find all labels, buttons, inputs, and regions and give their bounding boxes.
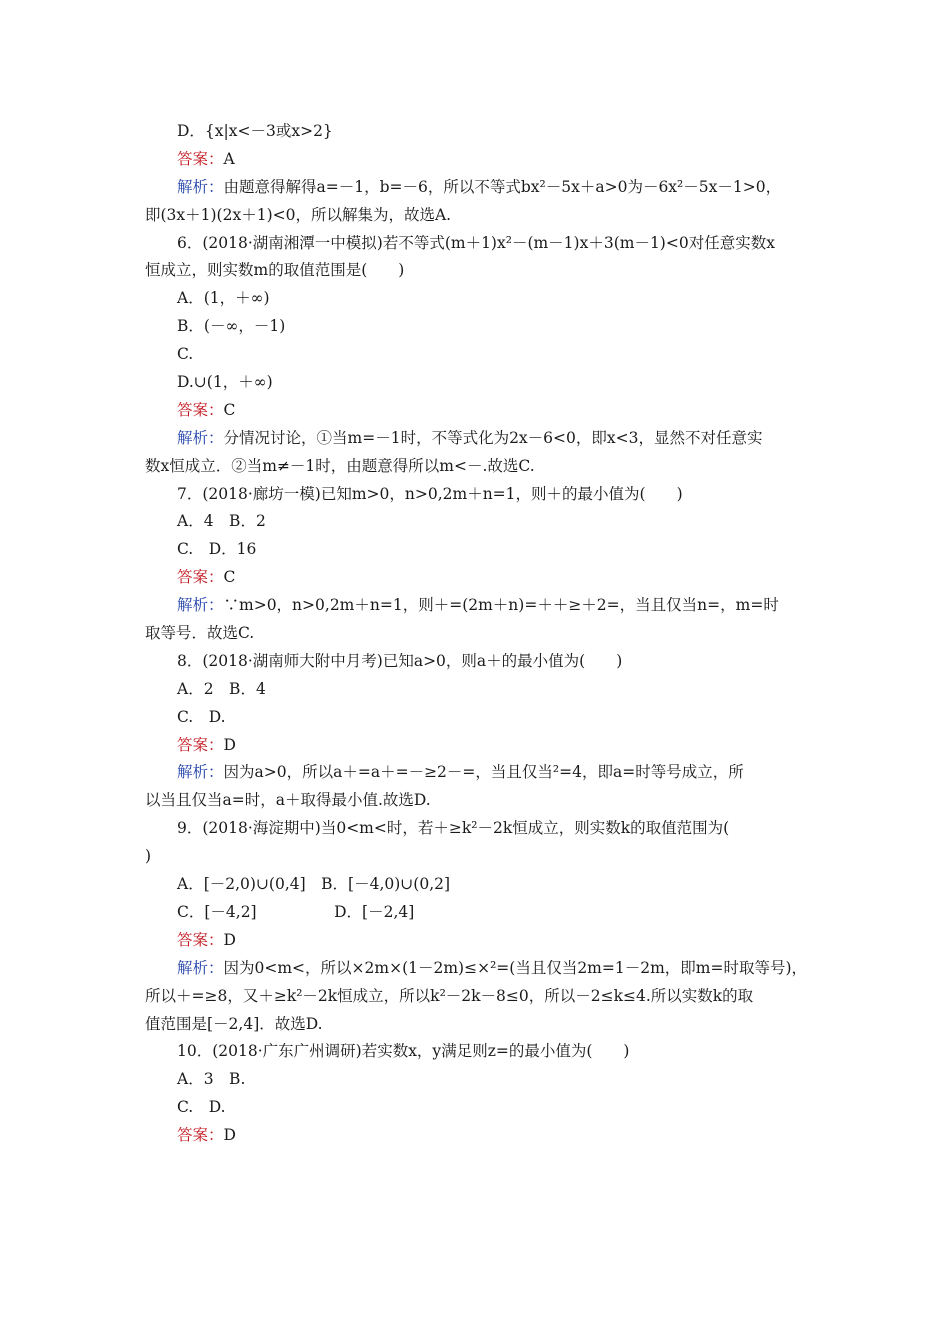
text-line [145,1038,825,1066]
explanation-label: 解析： [177,428,224,447]
line-text: D [223,930,236,949]
text-line [145,648,825,676]
line-text: A．[－2,0)∪(0,4] B．[－4,0)∪(0,2] [177,875,451,894]
line-text: C. D. [177,1098,226,1117]
line-text: C．[－4,2] D．[－2,4] [177,902,415,921]
line-text: 即(3x＋1)(2x＋1)<0，所以解集为，故选A. [145,205,452,224]
text-line [145,257,825,285]
text-line [145,983,825,1011]
text-line [145,927,825,955]
text-line [145,1011,825,1039]
text-line [145,230,825,258]
line-text: 数x恒成立．②当m≠－1时，由题意得所以m<－.故选C. [145,456,535,475]
line-text: C. [177,345,194,364]
text-line [145,759,825,787]
line-text: 因为0<m<，所以×2m×(1－2m)≤×²=(当且仅当2m=1－2m，即m=时取等号)， [223,958,808,977]
line-text: A．4 B．2 [177,512,266,531]
line-text: C. D. [177,707,226,726]
text-line [145,732,825,760]
text-line [145,676,825,704]
line-text: D [223,735,236,754]
text-line [145,871,825,899]
line-text: C [223,400,236,419]
line-text: D．{x|x<－3或x>2} [177,122,333,140]
text-line [145,118,825,146]
answer-label: 答案： [177,149,224,168]
explanation-label: 解析： [177,958,224,977]
line-text: ∵m>0，n>0,2m＋n=1，则＋=(2m＋n)=＋＋≥＋2=，当且仅当n=，m=时 [223,596,779,615]
line-text: B．(－∞，－1) [177,317,286,336]
line-text: 8．(2018·湖南师大附中月考)已知a>0，则a＋的最小值为( ) [177,651,623,670]
line-text: 恒成立，则实数m的取值范围是( ) [145,261,405,280]
line-text: ) [145,847,152,866]
text-line [145,369,825,397]
text-line [145,285,825,313]
text-line [145,481,825,509]
line-text: A [223,149,235,168]
text-line [145,508,825,536]
line-text: 6．(2018·湖南湘潭一中模拟)若不等式(m＋1)x²－(m－1)x＋3(m－1)<0对任意实数x [177,233,775,252]
text-line [145,536,825,564]
line-text: 因为a>0，所以a＋=a＋=－≥2－=，当且仅当²=4，即a=时等号成立，所 [223,763,744,782]
text-line [145,1094,825,1122]
line-text: 以当且仅当a=时，a＋取得最小值.故选D. [145,791,431,810]
line-text: 9．(2018·海淀期中)当0<m<时，若＋≥k²－2k恒成立，则实数k的取值范围为( [177,819,730,838]
explanation-label: 解析： [177,763,224,782]
line-text: A．(1，＋∞) [177,289,270,308]
line-text: 由题意得解得a=－1，b=－6，所以不等式bx²－5x＋a>0为－6x²－5x－1>0， [223,177,782,196]
text-line [145,341,825,369]
text-line [145,397,825,425]
answer-label: 答案： [177,400,224,419]
text-line [145,955,825,983]
line-text: D [223,1126,236,1145]
line-text: 10．(2018·广东广州调研)若实数x，y满足则z=的最小值为( ) [177,1042,630,1061]
line-text: C. D．16 [177,540,257,559]
text-line [145,1066,825,1094]
line-text: 值范围是[－2,4]．故选D. [145,1014,323,1033]
line-text: 分情况讨论，①当m=－1时，不等式化为2x－6<0，即x<3，显然不对任意实 [223,428,763,447]
document-body [145,118,825,1150]
line-text: A．2 B．4 [177,679,266,698]
text-line [145,313,825,341]
text-line [145,1122,825,1150]
text-line [145,564,825,592]
text-line [145,453,825,481]
explanation-label: 解析： [177,596,224,615]
text-line [145,815,825,843]
line-text: 7．(2018·廊坊一模)已知m>0，n>0,2m＋n=1，则＋的最小值为( ) [177,484,683,503]
answer-label: 答案： [177,735,224,754]
text-line [145,425,825,453]
answer-label: 答案： [177,568,224,587]
text-line [145,146,825,174]
text-line [145,202,825,230]
line-text: D.∪(1，＋∞) [177,373,273,392]
line-text: 取等号．故选C. [145,624,255,643]
answer-label: 答案： [177,930,224,949]
line-text: C [223,568,236,587]
text-line [145,174,825,202]
line-text: A．3 B. [177,1070,246,1089]
answer-label: 答案： [177,1126,224,1145]
explanation-label: 解析： [177,177,224,196]
text-line [145,620,825,648]
line-text: 所以＋=≥8，又＋≥k²－2k恒成立，所以k²－2k－8≤0，所以－2≤k≤4.所以实数k的取 [145,986,754,1005]
text-line [145,592,825,620]
text-line [145,899,825,927]
text-line [145,787,825,815]
text-line [145,704,825,732]
text-line [145,843,825,871]
